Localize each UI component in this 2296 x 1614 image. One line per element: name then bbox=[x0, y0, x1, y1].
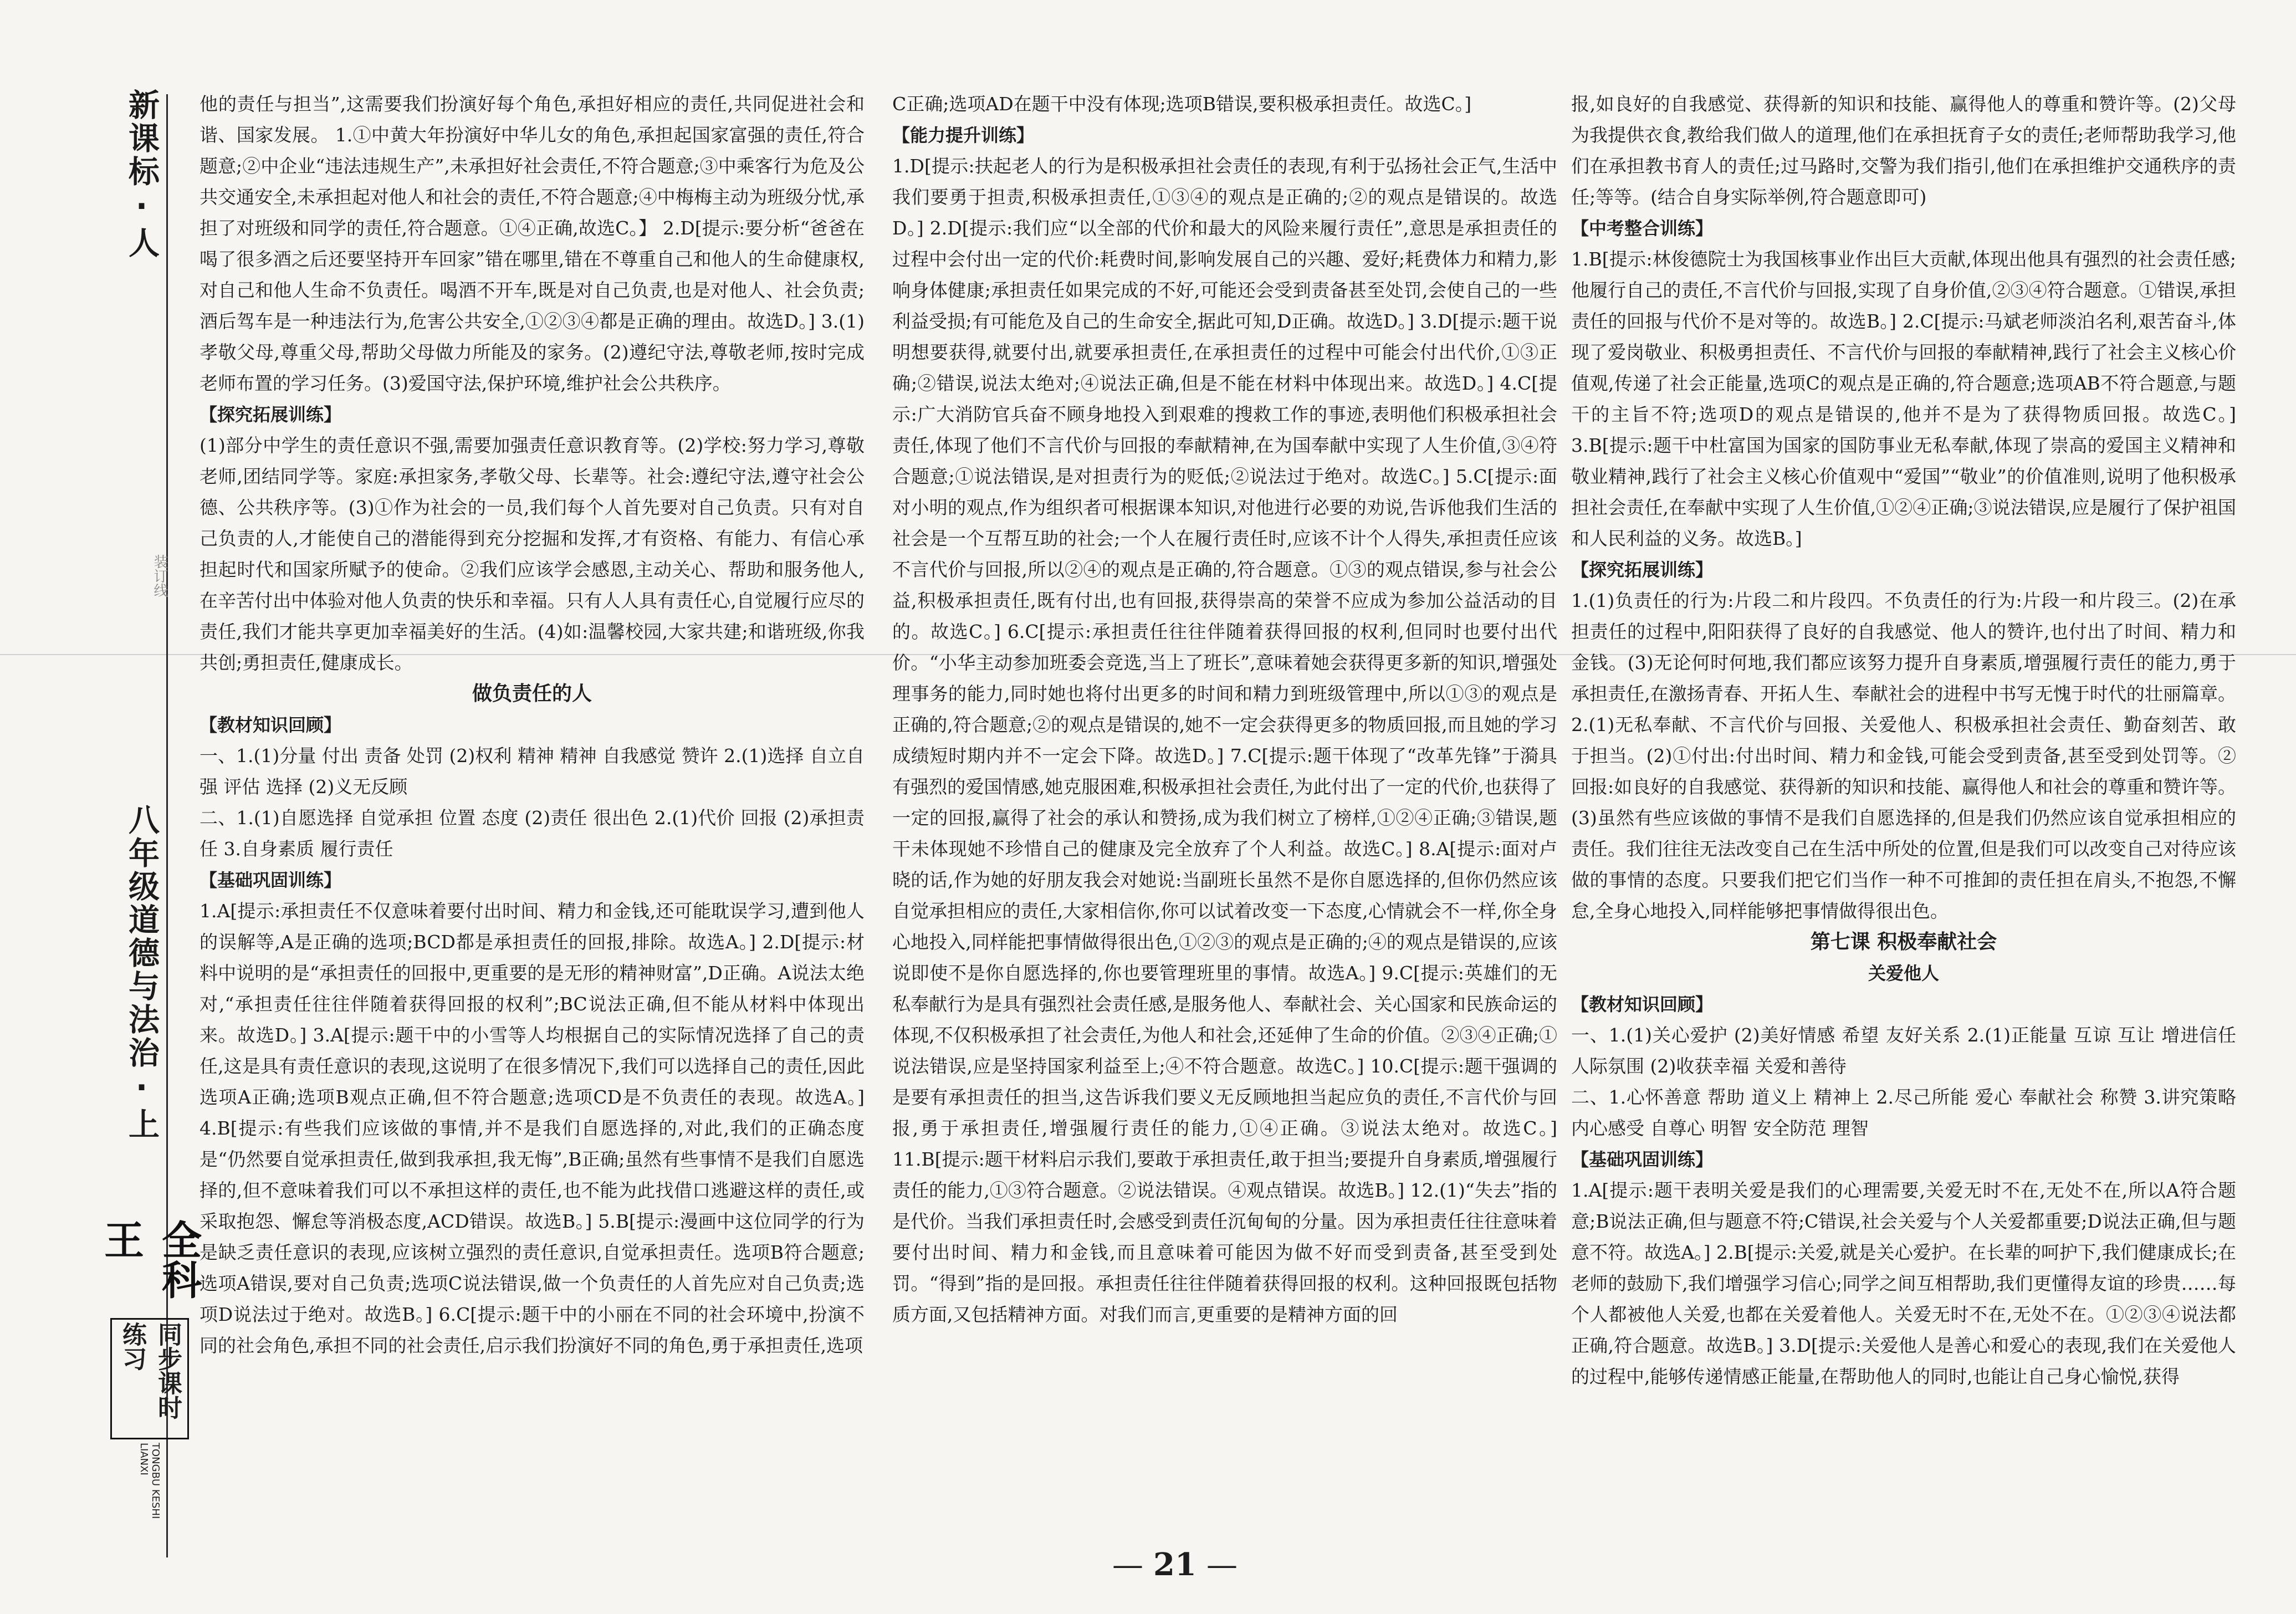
paragraph: 1.A[提示:承担责任不仅意味着要付出时间、精力和金钱,还可能耽误学习,遭到他人的误解等,A是正确的选项;BCD都是承担责任的回报,排除。故选A。] 2.D[提示:材料中说明的是“承担责任的回报中,更重要的是无形的精神财富”,D正确。A说法太绝对,“承担责任往往伴随着获得回报的权利”;BC说法正确,但不能从材料中体现出来。故选D。] 3.A[提示:题干中的小雪等人均根据自己的实际情况选择了自己的责任,这是具有责任意识的表现,这说明了在很多情况下,我们可以选择自己的责任,因此选项A正确;选项B观点正确,但不符合题意;选项CD是不负责任的表现。故选A。] 4.B[提示:有些我们应该做的事情,并不是我们自愿选择的,对此,我们的正确态度是“仍然要自觉承担责任,做到我承担,我无悔”,B正确;虽然有些事情不是我们自愿选择的,但不意味着我们可以不承担这样的责任,也不能为此找借口逃避这样的责任,或采取抱怨、懈怠等消极态度,ACD错误。故选B。] 5.B[提示:漫画中这位同学的行为是缺乏责任意识的表现,应该树立强烈的责任意识,自觉承担责任。选项B符合题意;选项A错误,要对自己负责;选项C说法错误,做一个负责任的人首先应对自己负责;选项D说法过于绝对。故选B。] 6.C[提示:题干中的小丽在不同的社会环境中,扮演不同的社会角色,承担不同的社会责任,启示我们扮演好不同的角色,勇于承担责任,选项 bbox=[200, 900, 865, 1356]
section-heading: 【能力提升训练】 bbox=[892, 125, 1035, 146]
binding-cut-mark: 装订线 bbox=[151, 554, 168, 597]
section-heading: 【基础巩固训练】 bbox=[200, 870, 342, 891]
section-heading: 【基础巩固训练】 bbox=[1571, 1149, 1714, 1170]
paragraph: 一、1.(1)分量 付出 责备 处罚 (2)权利 精神 精神 自我感觉 赞许 2.(1)选择 自立自强 评估 选择 (2)义无反顾 bbox=[200, 745, 865, 798]
paragraph: 他的责任与担当”,这需要我们扮演好每个角色,承担好相应的责任,共同促进社会和谐、国家发展。 1.①中黄大年扮演好中华儿女的角色,承担起国家富强的责任,符合题意;②中企业“违法违规生产”,未承担好社会责任,不符合题意;③中乘客行为危及公共交通安全,未承担起对他人和社会的责任,不符合题意;④中梅梅主动为班级分忧,承担了对班级和同学的责任,符合题意。①④正确,故选C。】 2.D[提示:要分析“爸爸在喝了很多酒之后还要坚持开车回家”错在哪里,错在不尊重自己和他人的生命健康权,对自己和他人生命不负责任。喝酒不开车,既是对自己负责,也是对他人、社会负责;酒后驾车是一种违法行为,危害公共安全,①②③④都是正确的理由。故选D。] 3.(1)孝敬父母,尊重父母,帮助父母做力所能及的家务。(2)遵纪守法,尊敬老师,按时完成老师布置的学习任务。(3)爱国守法,保护环境,维护社会公共秩序。 bbox=[200, 93, 865, 394]
column-middle bbox=[892, 89, 1557, 1330]
brand-logo bbox=[98, 1219, 202, 1530]
paragraph: 1.A[提示:题干表明关爱是我们的心理需要,关爱无时不在,无处不在,所以A符合题意;B说法正确,但与题意不符;C错误,社会关爱与个人关爱都重要;D说法正确,但与题意不符。故选A。] 2.B[提示:关爱,就是关心爱护。在长辈的呵护下,我们健康成长;在老师的鼓励下,我们增强学习信心;同学之间互相帮助,我们更懂得友谊的珍贵……每个人都被他人关爱,也都在关爱着他人。关爱无时不在,无处不在。①②③④说法都正确,符合题意。故选B。] 3.D[提示:关爱他人是善心和爱心的表现,我们在关爱他人的过程中,能够传递情感正能量,在帮助他人的同时,也能让自己身心愉悦,获得 bbox=[1571, 1179, 2236, 1387]
page-number-value: 21 bbox=[1153, 1546, 1196, 1583]
page-dash-right: — bbox=[1206, 1547, 1238, 1583]
paragraph: 1.B[提示:林俊德院士为我国核事业作出巨大贡献,体现出他具有强烈的社会责任感;他履行自己的责任,不言代价与回报,实现了自身价值,②③④符合题意。①错误,承担责任的回报与代价不是对等的。故选B。] 2.C[提示:马斌老师淡泊名利,艰苦奋斗,体现了爱岗敬业、积极勇担责任、不言代价与回报的奉献精神,践行了社会主义核心价值观,传递了社会正能量,选项C的观点是正确的,符合题意;选项AB不符合题意,与题干的主旨不符;选项D的观点是错误的,他并不是为了获得物质回报。故选C。] 3.B[提示:题干中杜富国为国家的国防事业无私奉献,体现了崇高的爱国主义精神和敬业精神,践行了社会主义核心价值观中“爱国”“敬业”的价值准则,说明了他积极承担社会责任,在奉献中实现了人生价值,①②④正确;③说法错误,应是履行了保护祖国和人民利益的义务。故选B。] bbox=[1571, 248, 2236, 549]
spine-title-mid: 八年级道德与法治·上 bbox=[124, 804, 160, 1141]
logo-box-text: 同步课时练习 bbox=[110, 1318, 189, 1439]
spine-title-top: 新课标·人 bbox=[124, 89, 160, 260]
section-heading: 【探究拓展训练】 bbox=[1571, 559, 1714, 580]
paragraph: 二、1.心怀善意 帮助 道义上 精神上 2.尽己所能 爱心 奉献社会 称赞 3.讲究策略 内心感受 自尊心 明智 安全防范 理智 bbox=[1571, 1086, 2236, 1139]
section-heading: 【教材知识回顾】 bbox=[1571, 994, 1714, 1015]
paragraph: C正确;选项AD在题干中没有体现;选项B错误,要积极承担责任。故选C。] bbox=[892, 93, 1472, 115]
lesson-title: 做负责任的人 bbox=[472, 682, 592, 705]
section-heading: 【中考整合训练】 bbox=[1571, 218, 1714, 239]
column-right bbox=[1571, 89, 2236, 1392]
section-heading: 【探究拓展训练】 bbox=[200, 404, 342, 425]
chapter-title: 第七课 积极奉献社会 bbox=[1810, 931, 1997, 953]
paragraph: 二、1.(1)自愿选择 自觉承担 位置 态度 (2)责任 很出色 2.(1)代价 回报 (2)承担责任 3.自身素质 履行责任 bbox=[200, 807, 865, 860]
paragraph: 1.D[提示:扶起老人的行为是积极承担社会责任的表现,有利于弘扬社会正气,生活中我们要勇于担责,积极承担责任,①③④的观点是正确的;②的观点是错误的。故选D。] 2.D[提示:我们应“以全部的代价和最大的风险来履行责任”,意思是承担责任的过程中会付出一定的代价:耗费时间,影响发展自己的兴趣、爱好;耗费体力和精力,影响身体健康;承担责任如果完成的不好,可能还会受到责备甚至处罚,会使自己的一些利益受损;有可能危及自己的生命安全,据此可知,D正确。故选D。] 3.D[提示:题干说明想要获得,就要付出,就要承担责任,在承担责任的过程中可能会付出代价,①③正确;②错误,说法太绝对;④说法正确,但是不能在材料中体现出来。故选D。] 4.C[提示:广大消防官兵奋不顾身地投入到艰难的搜救工作的事迹,表明他们积极承担社会责任,体现了他们不言代价与回报的奉献精神,在为国奉献中实现了人生价值,③④符合题意;①说法错误,是对担责行为的贬低;②说法过于绝对。故选C。] 5.C[提示:面对小明的观点,作为组织者可根据课本知识,对他进行必要的劝说,告诉他我们生活的社会是一个互帮互助的社会;一个人在履行责任时,应该不计个人得失,承担责任应该不言代价与回报,所以②④的观点是正确的,符合题意。①③的观点错误,参与社会公益,积极承担责任,既有付出,也有回报,获得崇高的荣誉不应成为参加公益活动的目的。故选C。] 6.C[提示:承担责任往往伴随着获得回报的权利,但同时也要付出代价。“小华主动参加班委会竞选,当上了班长”,意味着她会获得更多新的知识,增强处理事务的能力,同时她也将付出更多的时间和精力到班级管理中,所以①③的观点是正确的,符合题意;②的观点是错误的,她不一定会获得更多的物质回报,而且她的学习成绩短时期内并不一定会下降。故选D。] 7.C[提示:题干体现了“改革先锋”于漪具有强烈的爱国情感,她克服困难,积极承担社会责任,为此付出了一定的代价,也获得了一定的回报,赢得了社会的承认和赞扬,成为我们树立了榜样,①②④正确;③错误,题干未体现她不珍惜自己的健康及完全放弃了个人利益。故选C。] 8.A[提示:面对卢晓的话,作为她的好朋友我会对她说:当副班长虽然不是你自愿选择的,但你仍然应该自觉承担相应的责任,大家相信你,你可以试着改变一下态度,心情就会不一样,你全身心地投入,同样能把事情做得很出色,①②③的观点是正确的;④的观点是错误的,应该说即使不是你自愿选择的,你也要管理班里的事情。故选A。] 9.C[提示:英雄们的无私奉献行为是具有强烈社会责任感,是服务他人、奉献社会、关心国家和民族命运的体现,不仅积极承担了社会责任,为他人和社会,还延伸了生命的价值。②③④正确;①说法错误,应是坚持国家利益至上;④不符合题意。故选C。] 10.C[提示:题干强调的是要有承担责任的担当,这告诉我们要义无反顾地担当起应负的责任,不言代价与回报,勇于承担责任,增强履行责任的能力,①④正确。③说法太绝对。故选C。] 11.B[提示:题干材料启示我们,要敢于承担责任,敢于担当;要提升自身素质,增强履行责任的能力,①③符合题意。②说法错误。④观点错误。故选B。] 12.(1)“失去”指的是代价。当我们承担责任时,会感受到责任沉甸甸的分量。因为承担责任往往意味着要付出时间、精力和金钱,而且意味着可能因为做不好而受到责备,甚至受到处罚。“得到”指的是回报。承担责任往往伴随着获得回报的权利。这种回报既包括物质方面,又包括精神方面。对我们而言,更重要的是精神方面的回 bbox=[892, 155, 1557, 1325]
page-number bbox=[1092, 1546, 1258, 1583]
lesson-subtitle: 关爱他人 bbox=[1868, 963, 1939, 984]
paragraph: (1)部分中学生的责任意识不强,需要加强责任意识教育等。(2)学校:努力学习,尊敬老师,团结同学等。家庭:承担家务,孝敬父母、长辈等。社会:遵纪守法,遵守社会公德、公共秩序等。(3)①作为社会的一员,我们每个人首先要对自己负责。只有对自己负责的人,才能使自己的潜能得到充分挖掘和发挥,才有资格、有能力、有信心承担起时代和国家所赋予的使命。②我们应该学会感恩,主动关心、帮助和服务他人,在辛苦付出中体验对他人负责的快乐和幸福。只有人人具有责任心,自觉履行应尽的责任,我们才能共享更加幸福美好的生活。(4)如:温馨校园,大家共建;和谐班级,你我共创;勇担责任,健康成长。 bbox=[200, 435, 865, 673]
paragraph: 1.(1)负责任的行为:片段二和片段四。不负责任的行为:片段一和片段三。(2)在承担责任的过程中,阳阳获得了良好的自我感觉、他人的赞许,也付出了时间、精力和金钱。(3)无论何时何地,我们都应该努力提升自身素质,增强履行责任的能力,勇于承担责任,在激扬青春、开拓人生、奉献社会的进程中书写无愧于时代的壮丽篇章。 2.(1)无私奉献、不言代价与回报、关爱他人、积极承担社会责任、勤奋刻苦、敢于担当。(2)①付出:付出时间、精力和金钱,可能会受到责备,甚至受到处罚等。②回报:如良好的自我感觉、获得新的知识和技能、赢得他人和社会的尊重和赞许等。(3)虽然有些应该做的事情不是我们自愿选择的,但是我们仍然应该自觉承担相应的责任。我们往往无法改变自己在生活中所处的位置,但是我们可以改变自己对待应该做的事情的态度。只要我们把它们当作一种不可推卸的责任担在肩头,不抱怨,不懈怠,全身心地投入,同样能够把事情做得很出色。 bbox=[1571, 590, 2236, 922]
page-dash-left: — bbox=[1112, 1547, 1144, 1583]
paragraph: 一、1.(1)关心爱护 (2)美好情感 希望 友好关系 2.(1)正能量 互谅 互让 增进信任 人际氛围 (2)收获幸福 关爱和善待 bbox=[1571, 1024, 2236, 1077]
column-left bbox=[200, 89, 865, 1361]
logo-main-text: 全科王 bbox=[98, 1219, 202, 1299]
paragraph: 报,如良好的自我感觉、获得新的知识和技能、赢得他人的尊重和赞许等。(2)父母为我提供衣食,教给我们做人的道理,他们在承担抚育子女的责任;老师帮助我学习,他们在承担教书育人的责任;过马路时,交警为我们指引,他们在承担维护交通秩序的责任;等等。(结合自身实际举例,符合题意即可) bbox=[1571, 93, 2236, 208]
logo-pinyin: TONGBU KESHI LIANXI bbox=[138, 1443, 161, 1519]
section-heading: 【教材知识回顾】 bbox=[200, 714, 342, 736]
